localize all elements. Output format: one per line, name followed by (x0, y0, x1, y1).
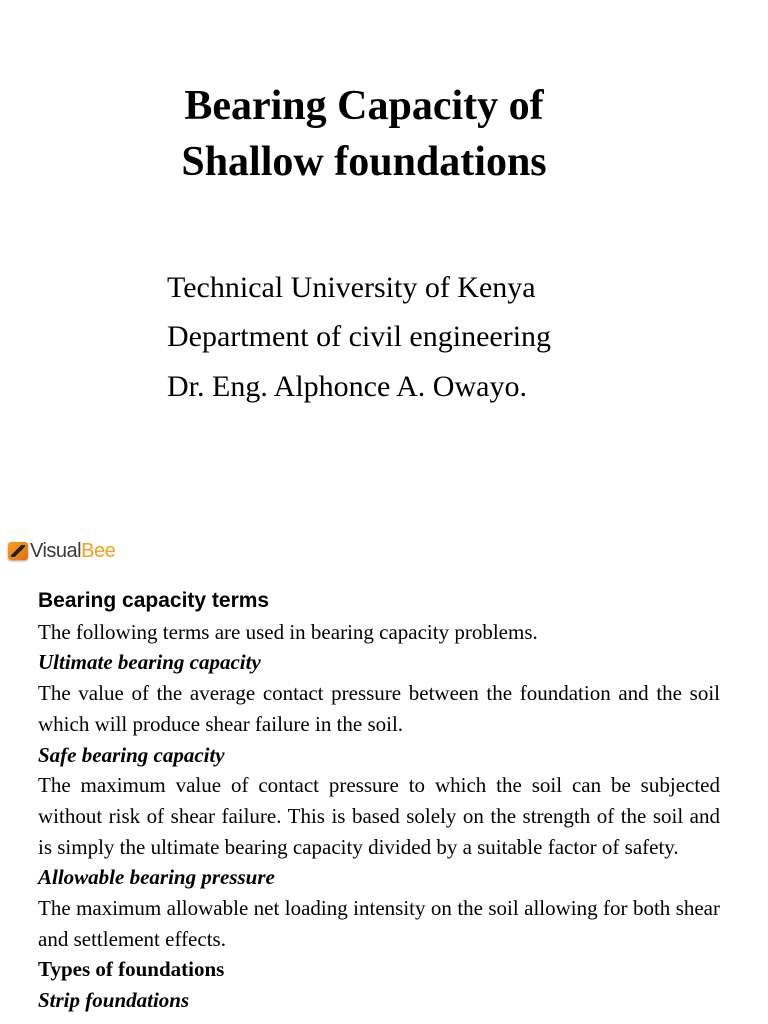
slide-title-line2: Shallow foundations (181, 139, 547, 185)
visualbee-logo-icon (8, 542, 28, 560)
definition-ultimate-bearing-capacity: The value of the average contact pressure between the foundation and the soil which will produce shear failure in the soil. (38, 681, 720, 736)
definition-allowable-bearing-pressure: The maximum allowable net loading intensity on the soil allowing for both shear and settlement effects. (38, 896, 720, 951)
slide-title-line1: Bearing Capacity of (184, 83, 544, 129)
section-heading: Bearing capacity terms (38, 589, 270, 612)
section-heading-types: Types of foundations (38, 957, 225, 982)
logo-text-visual: Visual (30, 539, 82, 562)
institution-text: Technical University of Kenya (167, 271, 536, 304)
definition-safe-bearing-capacity: The maximum value of contact pressure to which the soil can be subjected without risk of shear failure. This is based solely on the strength of the soil and is simply the ultimate bearing capacity divided by a suitable factor of safety. (38, 773, 720, 859)
document-body (38, 586, 720, 1016)
department-text: Department of civil engineering (167, 320, 552, 353)
term-safe-bearing-capacity: Safe bearing capacity (38, 742, 225, 767)
term-ultimate-bearing-capacity: Ultimate bearing capacity (38, 650, 261, 675)
term-allowable-bearing-pressure: Allowable bearing pressure (38, 865, 275, 890)
author-text: Dr. Eng. Alphonce A. Owayo. (167, 370, 527, 403)
intro-paragraph: The following terms are used in bearing capacity problems. (38, 619, 538, 644)
term-strip-foundations: Strip foundations (38, 988, 190, 1013)
visualbee-logo (8, 538, 115, 564)
logo-text-bee: Bee (81, 539, 116, 562)
